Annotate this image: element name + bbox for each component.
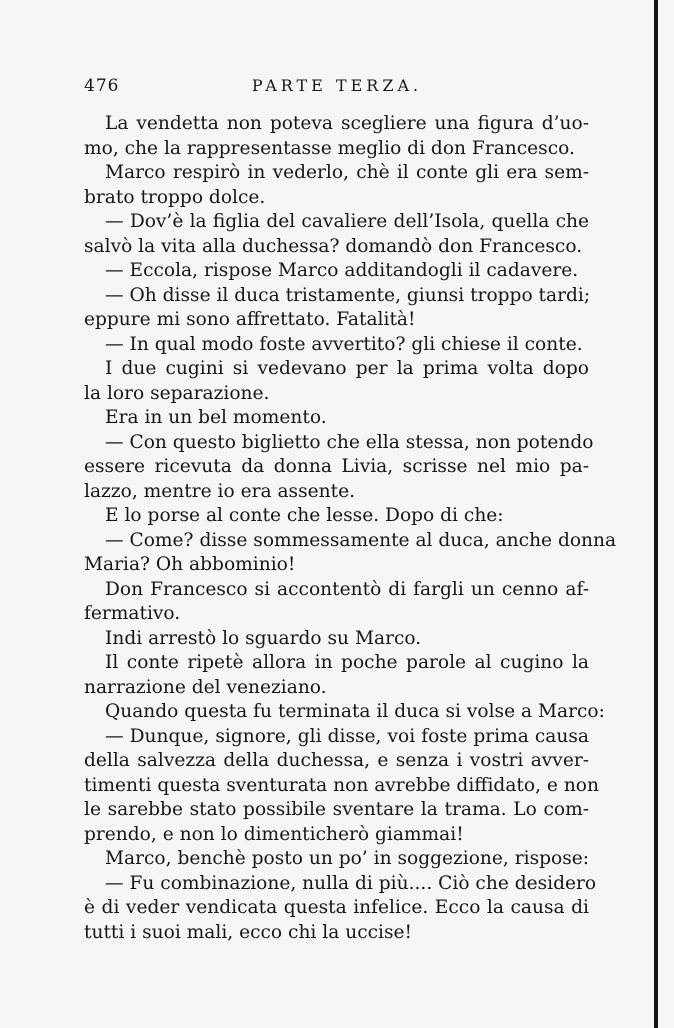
text-line: Don Francesco si accontentò di fargli un cenno af-	[105, 578, 589, 600]
text-line: — Dunque, signore, gli disse, voi foste prima causa	[105, 725, 589, 747]
text-line: Il conte ripetè allora in poche parole al cugino la	[105, 652, 589, 673]
text-line: — Eccola, rispose Marco additandogli il cadavere.	[105, 260, 579, 281]
text-line: — Oh disse il duca tristamente, giunsi troppo tardi;	[105, 284, 591, 306]
text-line: la loro separazione.	[84, 382, 270, 404]
text-line: brato troppo dolce.	[84, 186, 266, 208]
text-line: fermativo.	[84, 603, 181, 624]
text-line: le sarebbe stato possibile sventare la trama. Lo com-	[84, 799, 589, 820]
text-line: Marco, benchè posto un po’ in soggezione, rispose:	[105, 848, 590, 869]
text-line: Maria? Oh abbominio!	[84, 554, 296, 575]
text-line: — Fu combinazione, nulla di più.... Ciò che desidero	[105, 872, 597, 894]
text-line: — Dov’è la figlia del cavaliere dell’Isola, quella che	[105, 211, 589, 232]
text-line: narrazione del veneziano.	[84, 676, 327, 698]
text-line: I due cugini si vedevano per la prima volta dopo	[105, 358, 589, 379]
text-line: tutti i suoi mali, ecco chi la uccise!	[84, 921, 412, 943]
text-line: — In qual modo foste avvertito? gli chiese il conte.	[105, 333, 583, 355]
text-line: prendo, e non lo dimenticherò giammai!	[84, 823, 464, 845]
text-line: — Come? disse sommessamente al duca, anche donna	[105, 529, 617, 551]
text-line: eppure mi sono affrettato. Fatalità!	[84, 309, 416, 330]
running-title: PARTE TERZA.	[251, 76, 423, 95]
text-line: Era in un bel momento.	[105, 407, 327, 428]
text-line: Quando questa fu terminata il duca si volse a Marco:	[105, 701, 605, 722]
text-line: — Con questo biglietto che ella stessa, non potendo	[105, 431, 594, 453]
page-number: 476	[84, 76, 120, 96]
text-line: salvò la vita alla duchessa? domandò don Francesco.	[84, 235, 583, 257]
text-line: E lo porse al conte che lesse. Dopo di che:	[105, 505, 504, 526]
text-line: Marco respirò in vederlo, chè il conte gli era sem-	[105, 162, 589, 183]
body-text	[84, 112, 617, 945]
text-line: essere ricevuta da donna Livia, scrisse nel mio pa-	[84, 456, 589, 477]
text-line: La vendetta non poteva scegliere una figura d’uo-	[105, 113, 589, 134]
text-line: mo, che la rappresentasse meglio di don Francesco.	[84, 137, 575, 159]
text-line: timenti questa sventurata non avrebbe diffidato, e non	[84, 774, 599, 796]
text-line: Indi arrestò lo sguardo su Marco.	[105, 627, 422, 649]
text-line: è di veder vendicata questa infelice. Ecco la causa di	[84, 897, 589, 918]
text-line: della salvezza della duchessa, e senza i vostri avver-	[84, 750, 589, 771]
text-line: lazzo, mentre io era assente.	[84, 480, 355, 502]
page-edge-shadow	[654, 0, 658, 1028]
page-header	[84, 76, 590, 102]
